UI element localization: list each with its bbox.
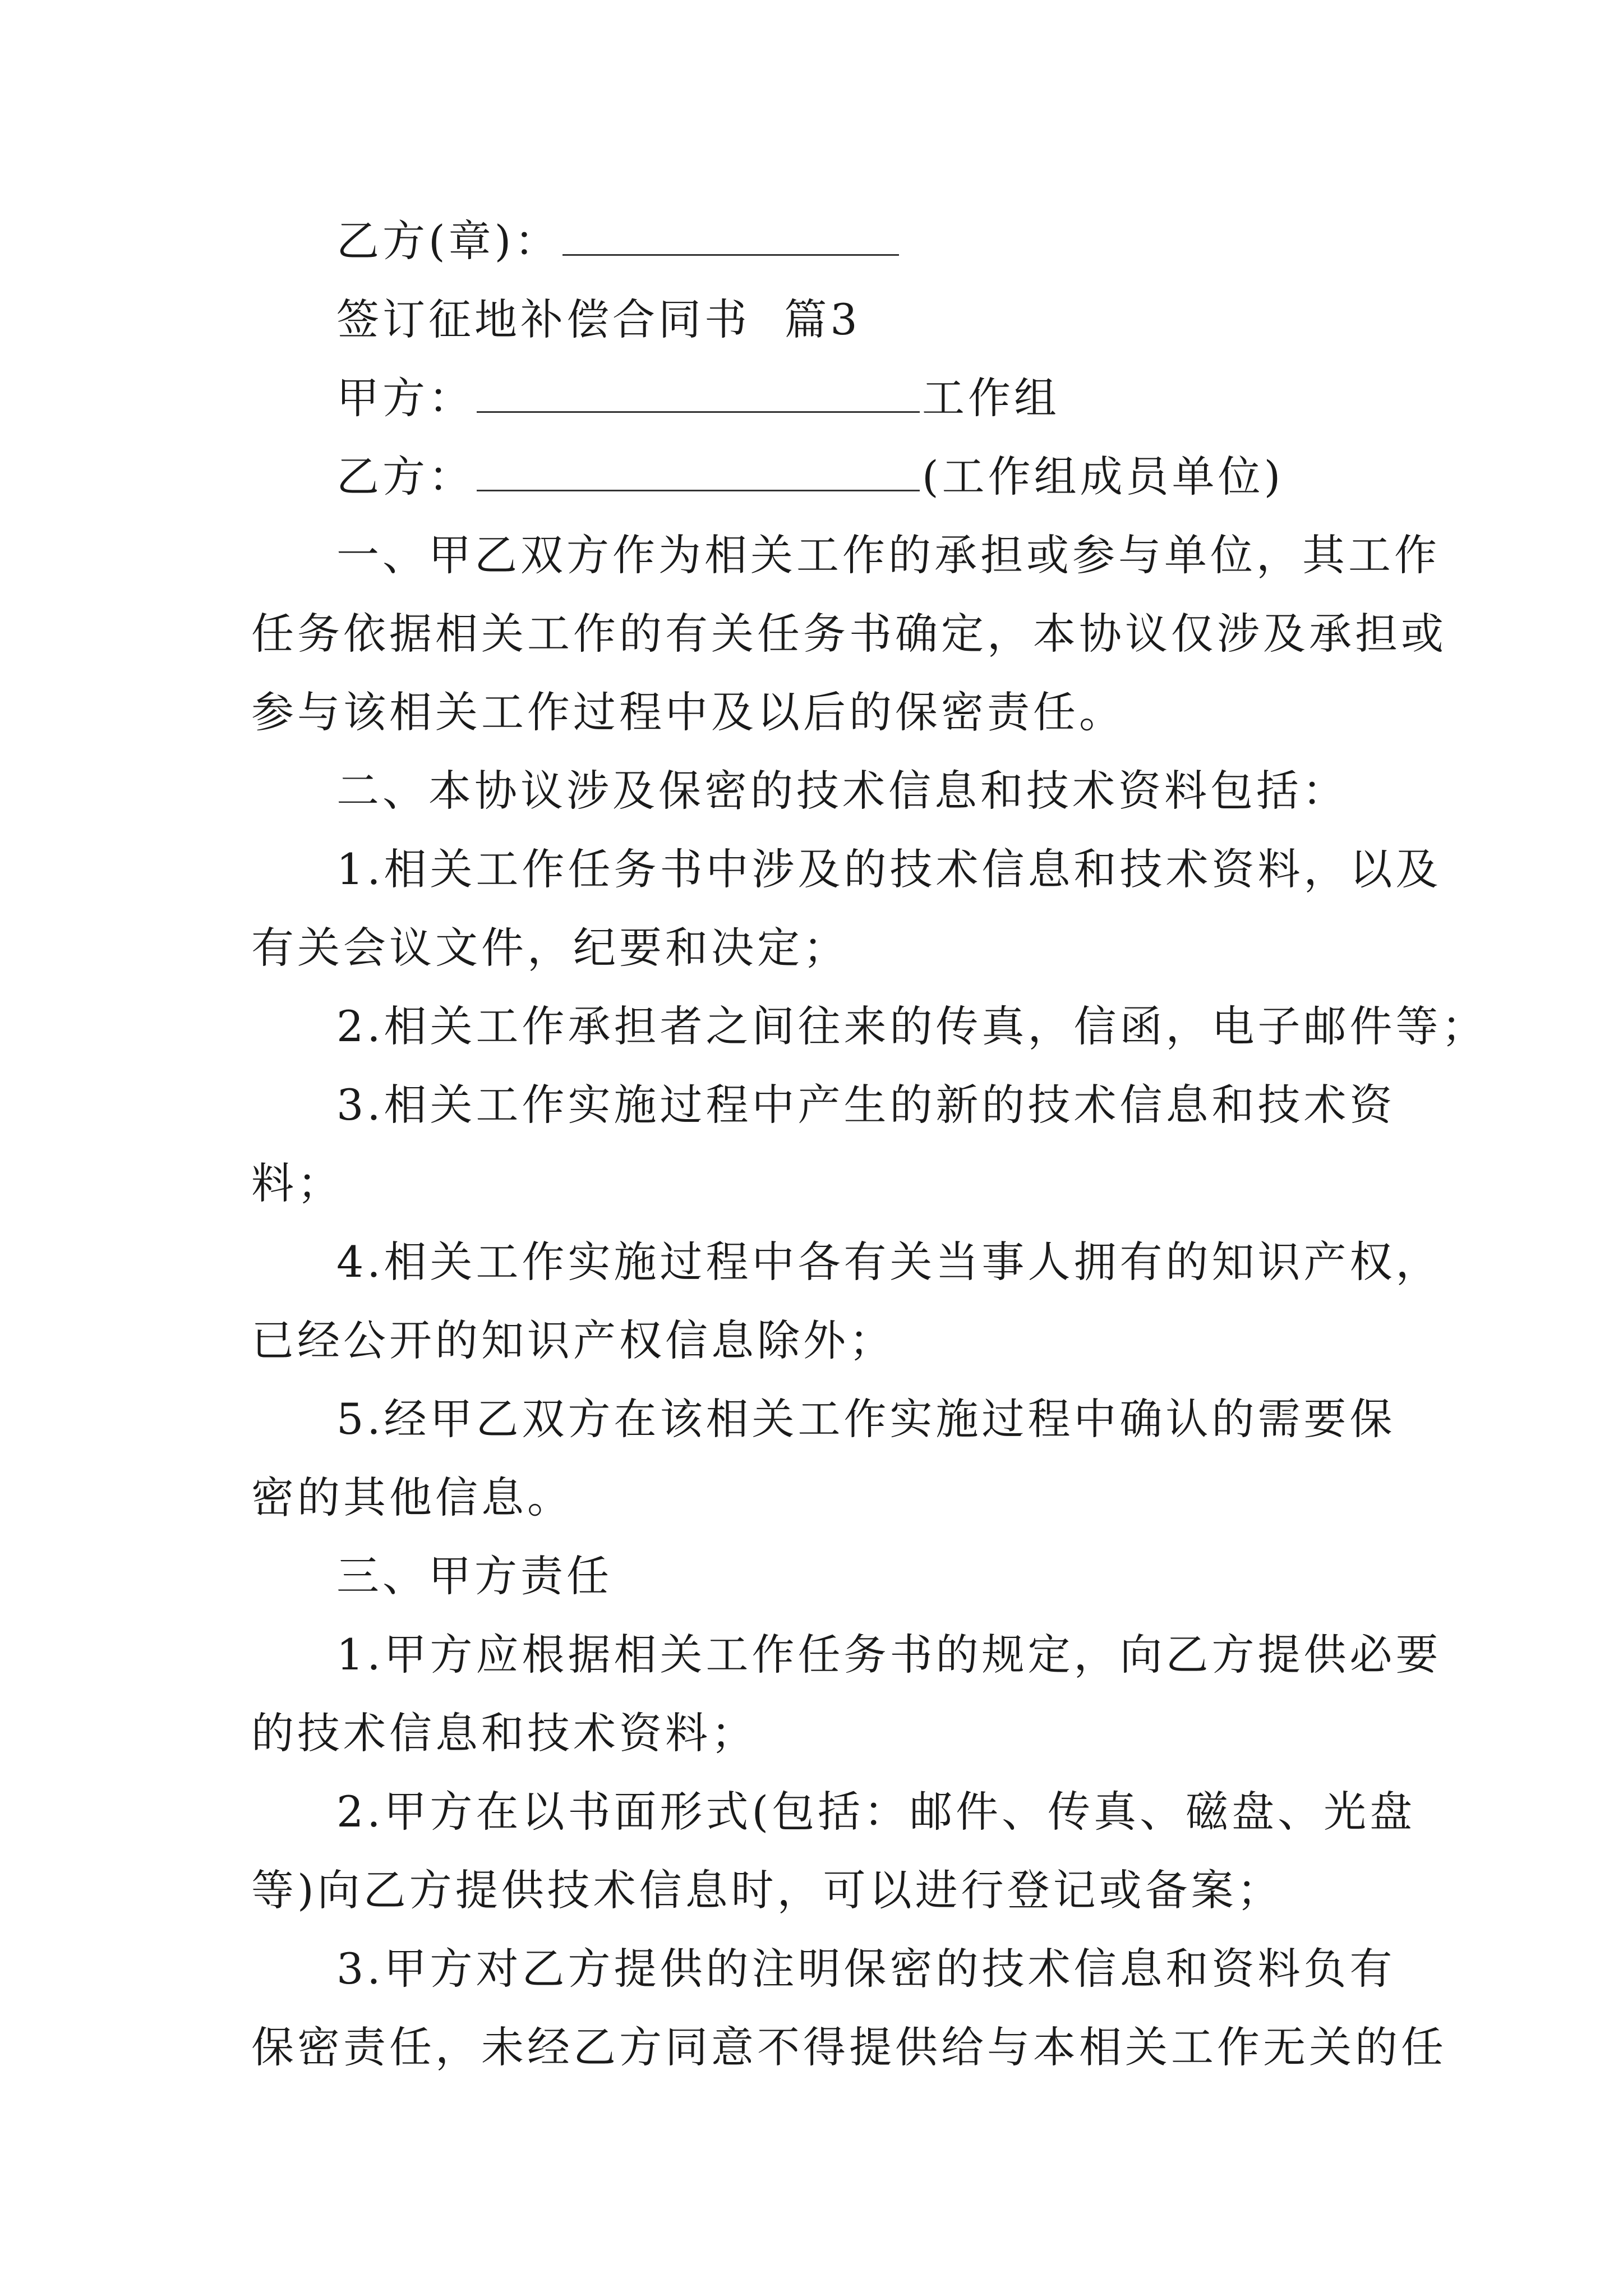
text-line: 二、本协议涉及保密的技术信息和技术资料包括：: [336, 766, 1348, 816]
text-line: 3.甲方对乙方提供的注明保密的技术信息和资料负有: [336, 1944, 1396, 1994]
party-a-blank: [477, 372, 920, 413]
document-page: [251, 202, 1488, 2087]
text-line: 保密责任，未经乙方同意不得提供给与本相关工作无关的任: [251, 2022, 1447, 2072]
text-line: 一、甲乙双方作为相关工作的承担或参与单位，其工作: [336, 530, 1440, 580]
party-b-label: 乙方：: [336, 452, 474, 501]
party-b-seal-blank: [562, 215, 899, 256]
party-b-blank: [477, 450, 920, 491]
text-line: 等)向乙方提供技术信息时，可以进行登记或备案；: [251, 1865, 1283, 1915]
text-line: 1.相关工作任务书中涉及的技术信息和技术资料，以及: [336, 844, 1442, 894]
text-line: 参与该相关工作过程中及以后的保密责任。: [251, 687, 1125, 737]
text-line: 2.相关工作承担者之间往来的传真，信函，电子邮件等；: [336, 1001, 1488, 1051]
party-a-suffix: 工作组: [922, 373, 1060, 423]
text-line: 3.相关工作实施过程中产生的新的技术信息和技术资: [336, 1080, 1396, 1130]
text-line: 任务依据相关工作的有关任务书确定，本协议仅涉及承担或: [251, 609, 1447, 659]
text-line: 三、甲方责任: [336, 1551, 612, 1601]
party-b-seal-label: 乙方(章)：: [336, 216, 561, 266]
text-line: 有关会议文件，纪要和决定；: [251, 923, 849, 973]
text-line: 的技术信息和技术资料；: [251, 1708, 757, 1758]
party-b-suffix: (工作组成员单位): [922, 452, 1284, 501]
text-line: 5.经甲乙双方在该相关工作实施过程中确认的需要保: [336, 1394, 1396, 1444]
text-line: 2.甲方在以书面形式(包括：邮件、传真、磁盘、光盘: [336, 1787, 1416, 1837]
section-title: 签订征地补偿合同书 篇3: [336, 295, 861, 344]
text-line: 1.甲方应根据相关工作任务书的规定，向乙方提供必要: [336, 1630, 1442, 1680]
text-line: 密的其他信息。: [251, 1473, 573, 1522]
party-a-line: [251, 359, 1373, 438]
text-line: 料；: [251, 1158, 343, 1208]
party-b-seal-line: [251, 202, 1373, 280]
party-b-line: [251, 438, 1373, 516]
text-line: 4.相关工作实施过程中各有关当事人拥有的知识产权，: [336, 1237, 1442, 1287]
text-line: 已经公开的知识产权信息除外；: [251, 1315, 895, 1365]
party-a-label: 甲方：: [336, 373, 474, 423]
